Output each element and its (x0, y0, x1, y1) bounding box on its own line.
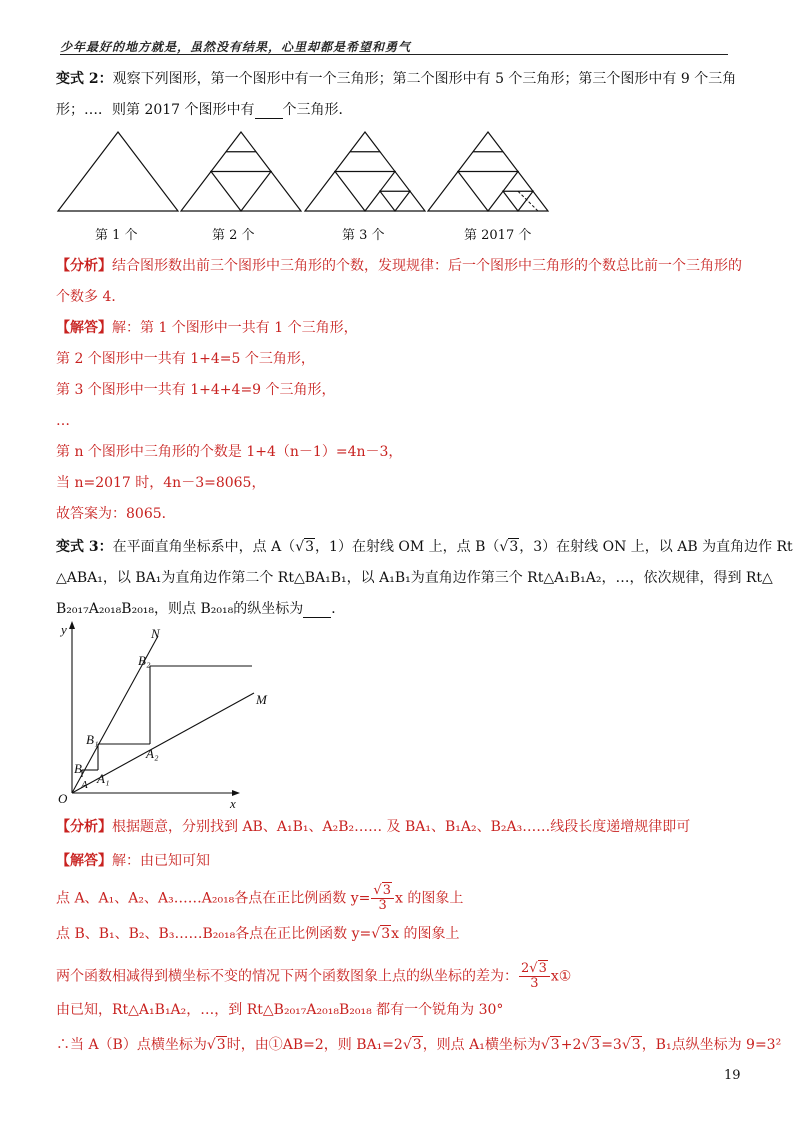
variant3-analysis-text: 根据题意，分别找到 AB、A₁B₁、A₂B₂…… 及 BA₁、B₁A₂、B₂A₃……线段长度递增规律即可 (112, 819, 691, 835)
sqrt-symbol: √3 (402, 1037, 422, 1053)
solution2-text-post: x 的图象上 (391, 926, 460, 942)
label-A2: A₂ (146, 746, 159, 761)
label-M: M (256, 692, 267, 707)
variant3-text1a: 在平面直角坐标系中，点 A（ (112, 539, 296, 555)
solution1-text-post: x 的图象上 (394, 890, 464, 907)
page-number: 19 (724, 1068, 741, 1083)
solution5-part-b: 时，由①AB=2，则 BA₁=2 (226, 1037, 403, 1053)
variant3-solution-head-text: 解：由已知可知 (112, 853, 210, 869)
figure-2017-label: 第 2017 个 (464, 228, 532, 243)
variant3-line2: △ABA₁，以 BA₁为直角边作第二个 Rt△BA₁B₁，以 A₁B₁为直角边作第三个 Rt△A₁B₁A₂，…，依次规律，得到 Rt△ (56, 570, 773, 586)
figure-3-label: 第 3 个 (342, 228, 385, 243)
variant3-text3-post: ． (331, 601, 346, 617)
solution5-part-f: ，B₁点纵坐标为 9=3² (641, 1037, 782, 1053)
label-B: B (74, 761, 82, 776)
label-O: O (58, 791, 68, 806)
variant2-title: 变式 2： (56, 71, 113, 87)
label-x: x (230, 796, 236, 811)
variant2-solution-line6: 当 n=2017 时，4n－3=8065， (56, 475, 266, 491)
solution5-part-d: +2 (560, 1037, 582, 1053)
variant2-solution-tag: 【解答】 (56, 320, 112, 336)
variant3-solution-line2 (56, 925, 459, 943)
sqrt-symbol: √3 (371, 926, 391, 942)
variant3-analysis-line (56, 818, 690, 836)
variant3-text1c: ，3）在射线 ON 上，以 AB 为直角边作 Rt (519, 539, 793, 555)
variant2-question-line2-pre: 形；…．则第 2017 个图形中有 (56, 102, 255, 118)
variant3-solution-line5 (56, 1036, 781, 1054)
variant3-solution-tag: 【解答】 (56, 853, 112, 869)
solution3-text-post: x① (550, 968, 572, 985)
sqrt-symbol: √3 (621, 1037, 641, 1053)
figure-2-label: 第 2 个 (212, 228, 255, 243)
variant3-solution-line1 (56, 884, 463, 913)
variant3-analysis-tag: 【分析】 (56, 819, 112, 835)
variant2-solution-line7: 故答案为：8065． (56, 506, 176, 522)
sqrt-symbol: √3 (499, 539, 519, 555)
fraction-2sqrt3-over-3: $\frac{2√3}{3}$ (519, 962, 550, 991)
variant3-text1b: ，1）在射线 OM 上，点 B（ (315, 539, 500, 555)
variant3-title: 变式 3： (56, 539, 113, 555)
variant2-question-line2-post: 个三角形． (282, 102, 353, 118)
solution5-part-a: ∴当 A（B）点横坐标为 (56, 1037, 207, 1053)
label-y: y (61, 622, 67, 637)
label-B1: B₁ (86, 732, 99, 747)
label-N: N (151, 626, 160, 641)
variant2-solution-line2: 第 2 个图形中一共有 1+4=5 个三角形， (56, 351, 315, 367)
label-A: A (81, 779, 88, 791)
sqrt-symbol: √3 (295, 539, 315, 555)
y-axis-arrow (69, 621, 75, 629)
sqrt-symbol: √3 (206, 1037, 226, 1053)
page-header-slogan: 少年最好的地方就是，虽然没有结果，心里却都是希望和勇气 (60, 40, 412, 54)
figure-1-label: 第 1 个 (95, 228, 138, 243)
label-A1: A₁ (97, 771, 110, 786)
variant2-analysis-text1: 结合图形数出前三个图形中三角形的个数，发现规律：后一个图形中三角形的个数总比前一个三角形的 (112, 258, 742, 274)
variant2-solution-text1: 解：第 1 个图形中一共有 1 个三角形， (112, 320, 358, 336)
variant2-solution-line5: 第 n 个图形中三角形的个数是 1+4（n－1）=4n－3， (56, 444, 403, 460)
sqrt-symbol: √3 (581, 1037, 601, 1053)
sqrt-symbol: √3 (540, 1037, 560, 1053)
solution2-text-pre: 点 B、B₁、B₂、B₃……B₂₀₁₈各点在正比例函数 y= (56, 926, 372, 942)
variant3-solution-line4: 由已知，Rt△A₁B₁A₂，…，到 Rt△B₂₀₁₇A₂₀₁₈B₂₀₁₈ 都有一个锐角为 30° (56, 1002, 504, 1018)
solution5-part-e: =3 (601, 1037, 622, 1053)
variant2-analysis-tag: 【分析】 (56, 258, 112, 274)
solution3-text-pre: 两个函数相减得到横坐标不变的情况下两个函数图象上点的纵坐标的差为： (56, 968, 518, 985)
variant3-solution-line3 (56, 962, 571, 991)
variant2-question-line1: 观察下列图形，第一个图形中有一个三角形；第二个图形中有 5 个三角形；第三个图形中有 9 个三角 (112, 71, 737, 87)
fraction-sqrt3-over-3: $\frac{√3}{3}$ (371, 884, 394, 913)
label-B2: B₂ (138, 653, 151, 668)
variant2-analysis-line2: 个数多 4． (56, 289, 126, 305)
variant2-solution-line4: … (56, 413, 70, 429)
variant2-solution-line3: 第 3 个图形中一共有 1+4+4=9 个三角形， (56, 382, 336, 398)
variant3-solution-head (56, 852, 210, 870)
variant3-text3-pre: B₂₀₁₇A₂₀₁₈B₂₀₁₈，则点 B₂₀₁₈的纵坐标为 (56, 601, 304, 617)
solution5-part-c: ，则点 A₁横坐标为 (422, 1037, 541, 1053)
solution1-text-pre: 点 A、A₁、A₂、A₃……A₂₀₁₈各点在正比例函数 y= (56, 890, 371, 907)
